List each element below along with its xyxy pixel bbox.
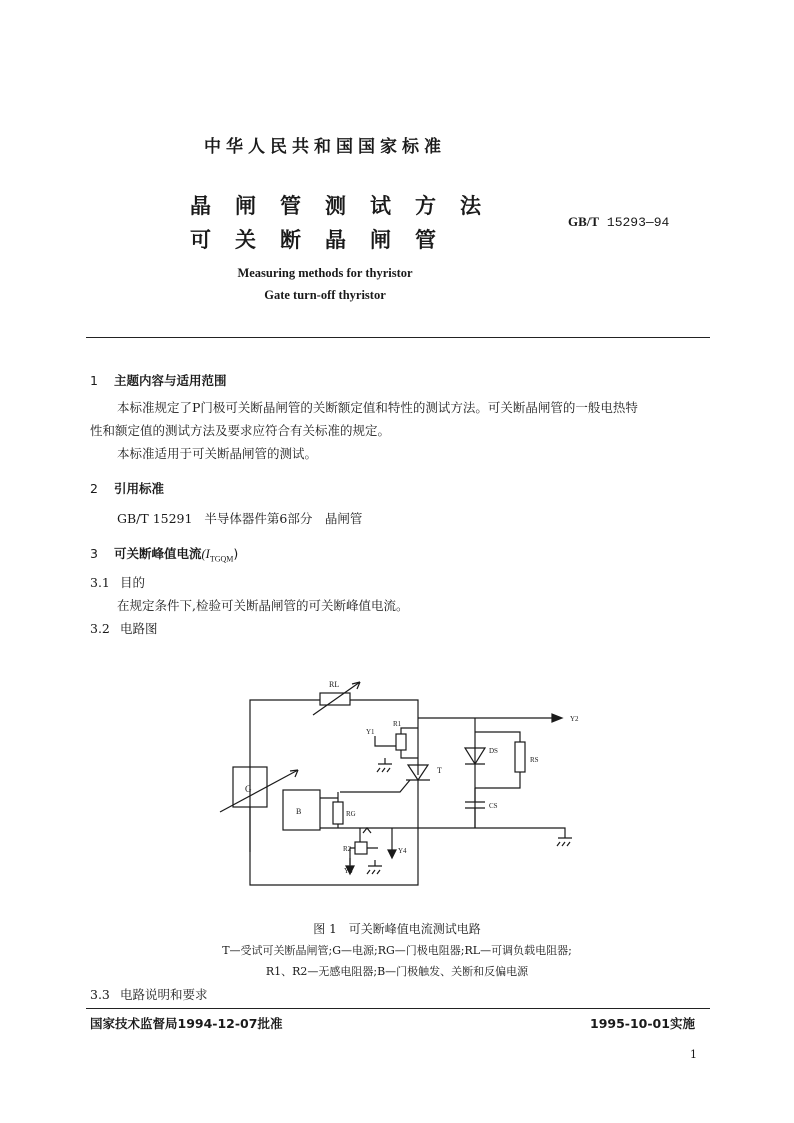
ground-r2 bbox=[367, 860, 382, 874]
section-3-heading: 3 可关断峰值电流$(I_{TGQM})$ bbox=[90, 546, 239, 564]
approval-line: 国家技术监督局1994-12-07批准 bbox=[90, 1016, 283, 1031]
section-1-heading: 1 主题内容与适用范围 bbox=[90, 373, 227, 388]
label-y1: Y1 bbox=[366, 728, 375, 736]
ground-main bbox=[557, 838, 572, 846]
standard-code-number: 15293—94 bbox=[606, 215, 670, 230]
reference-code: GB/T 15291 bbox=[117, 511, 193, 526]
standard-code-prefix: GB/T bbox=[568, 214, 600, 229]
section-1-para-1b: 性和额定值的测试方法及要求应符合有关标准的规定。 bbox=[90, 423, 391, 438]
section-3-1-text: 在规定条件下,检验可关断晶闸管的可关断峰值电流。 bbox=[117, 598, 409, 613]
reference-standard bbox=[117, 507, 362, 530]
standard-org-title: 中华人民共和国国家标准 bbox=[204, 137, 446, 157]
label-rl: RL bbox=[329, 680, 340, 689]
wire-bottom-loop bbox=[250, 807, 418, 885]
label-r1: R1 bbox=[393, 720, 402, 728]
source-b-box bbox=[283, 790, 320, 830]
arrow-y4 bbox=[388, 850, 396, 858]
wire-y1 bbox=[375, 736, 396, 746]
label-y4: Y4 bbox=[398, 847, 407, 855]
label-cs: CS bbox=[489, 802, 498, 810]
label-b: B bbox=[296, 807, 302, 816]
label-y2: Y2 bbox=[570, 715, 579, 723]
ground-r1 bbox=[377, 758, 392, 772]
label-y3: Y3 bbox=[344, 867, 353, 875]
implementation-date: 1995-10-01实施 bbox=[590, 1016, 695, 1031]
figure-legend-1: T—受试可关断晶闸管;G—电源;RG—门极电阻器;RL—可调负载电阻器; bbox=[222, 944, 572, 957]
label-ds: DS bbox=[489, 747, 498, 755]
resistor-r2-symbol bbox=[355, 842, 367, 854]
section-3-3-heading: 3.3 电路说明和要求 bbox=[90, 987, 208, 1002]
figure-legend-2: R1、R2—无感电阻器;B—门极触发、关断和反偏电源 bbox=[265, 965, 529, 978]
resistor-rg-symbol bbox=[333, 802, 343, 824]
label-g: G bbox=[245, 784, 252, 794]
title-line-2: 可关断晶闸管 bbox=[190, 228, 460, 252]
section-1-para-1a: 本标准规定了P门极可关断晶闸管的关断额定值和特性的测试方法。可关断晶闸管的一般电热特 bbox=[117, 400, 638, 415]
reference-title: 半导体器件第6部分 晶闸管 bbox=[204, 511, 363, 526]
english-title-2: Gate turn-off thyristor bbox=[264, 288, 386, 302]
page-number: 1 bbox=[690, 1048, 697, 1061]
header-divider bbox=[86, 337, 710, 338]
figure-caption: 图 1 可关断峰值电流测试电路 bbox=[313, 922, 481, 936]
section-3-1-heading: 3.1 目的 bbox=[90, 575, 146, 590]
resistor-rs-symbol bbox=[515, 742, 525, 772]
label-rg: RG bbox=[346, 810, 356, 818]
resistor-r1-symbol bbox=[396, 734, 406, 750]
standard-code bbox=[568, 214, 669, 230]
variable-arrow-g bbox=[220, 770, 298, 812]
wire-top-to-anode bbox=[350, 700, 418, 718]
label-r2: R2 bbox=[343, 845, 352, 853]
section-1-para-2: 本标准适用于可关断晶闸管的测试。 bbox=[117, 446, 318, 461]
label-t: T bbox=[437, 766, 442, 775]
wire-left-top bbox=[250, 700, 320, 852]
section-3-2-heading: 3.2 电路图 bbox=[90, 621, 158, 636]
arrow-y2 bbox=[552, 714, 562, 722]
title-line-1: 晶闸管测试方法 bbox=[190, 194, 505, 218]
footer-divider bbox=[86, 1008, 710, 1009]
english-title-1: Measuring methods for thyristor bbox=[237, 266, 413, 280]
label-rs: RS bbox=[530, 756, 539, 764]
section-2-heading: 2 引用标准 bbox=[90, 481, 165, 496]
circuit-diagram bbox=[200, 670, 600, 900]
gate-wire bbox=[340, 780, 410, 792]
